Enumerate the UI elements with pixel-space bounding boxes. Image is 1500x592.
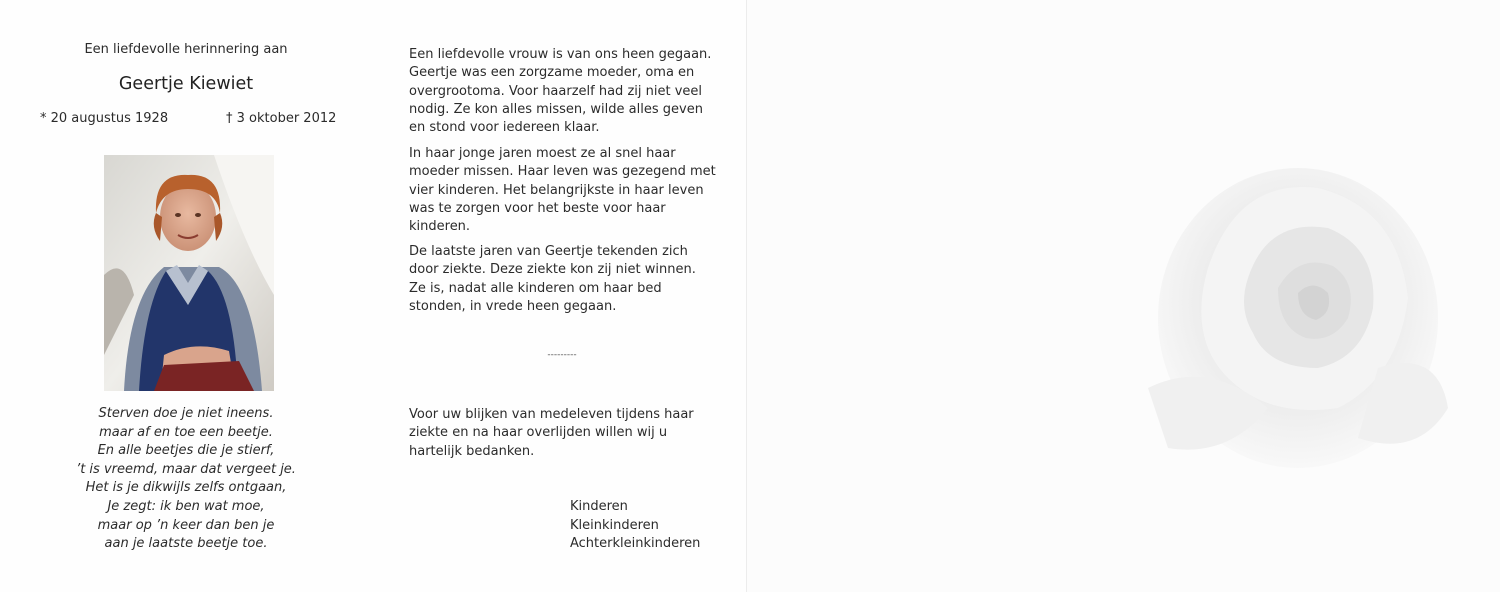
poem-line: Het is je dikwijls zelfs ontgaan,	[85, 480, 287, 496]
poem-line: ’t is vreemd, maar dat vergeet je.	[76, 461, 296, 477]
text-line: door ziekte. Deze ziekte kon zij niet winnen.	[409, 262, 696, 278]
text-line: Ze is, nadat alle kinderen om haar bed	[409, 280, 662, 296]
poem-line: maar op ’n keer dan ben je	[97, 517, 275, 533]
paragraph-illness	[409, 243, 715, 316]
text-line: vier kinderen. Het belangrijkste in haar leven	[409, 182, 704, 198]
paragraph-intro	[409, 46, 715, 137]
text-line: De laatste jaren van Geertje tekenden zich	[409, 244, 688, 259]
poem-line: Sterven doe je niet ineens.	[98, 406, 274, 421]
separator: ---------	[547, 350, 577, 360]
portrait-photo	[104, 155, 274, 391]
intro-line: Een liefdevolle herinnering aan	[84, 42, 288, 57]
text-line: Voor uw blijken van medeleven tijdens haar	[409, 407, 694, 422]
paragraph-thanks	[409, 406, 715, 461]
text-line: kinderen.	[409, 219, 471, 235]
poem-line: En alle beetjes die je stierf,	[97, 443, 275, 459]
signoff	[570, 498, 700, 554]
poem-line: Je zegt: ik ben wat moe,	[107, 498, 265, 514]
text-line: Geertje was een zorgzame moeder, oma en	[409, 65, 695, 81]
death-date: † 3 oktober 2012	[226, 111, 337, 126]
text-line: stonden, in vrede heen gegaan.	[409, 298, 617, 314]
text-line: ziekte en na haar overlijden willen wij u	[409, 425, 668, 441]
text-line: hartelijk bedanken.	[409, 443, 535, 459]
signoff-line: Achterkleinkinderen	[570, 536, 701, 552]
birth-date: * 20 augustus 1928	[40, 111, 169, 126]
text-line: was te zorgen voor het beste voor haar	[409, 200, 666, 216]
text-line: In haar jonge jaren moest ze al snel haar	[409, 146, 676, 161]
text-line: moeder missen. Haar leven was gezegend met	[409, 164, 716, 180]
text-line: Een liefdevolle vrouw is van ons heen gegaan.	[409, 47, 712, 62]
rose-watermark-icon	[1148, 148, 1448, 478]
memorial-poem	[40, 405, 332, 554]
signoff-line: Kinderen	[570, 499, 628, 514]
poem-line: aan je laatste beetje toe.	[104, 536, 268, 552]
text-line: nodig. Ze kon alles missen, wilde alles geven	[409, 101, 703, 117]
text-line: overgrootoma. Voor haarzelf had zij niet veel	[409, 83, 703, 99]
deceased-name: Geertje Kiewiet	[118, 74, 254, 94]
signoff-line: Kleinkinderen	[570, 517, 659, 533]
paragraph-youth	[409, 145, 715, 236]
poem-line: maar af en toe een beetje.	[99, 424, 273, 440]
card-inside-left	[0, 0, 746, 592]
text-line: en stond voor iedereen klaar.	[409, 120, 600, 136]
